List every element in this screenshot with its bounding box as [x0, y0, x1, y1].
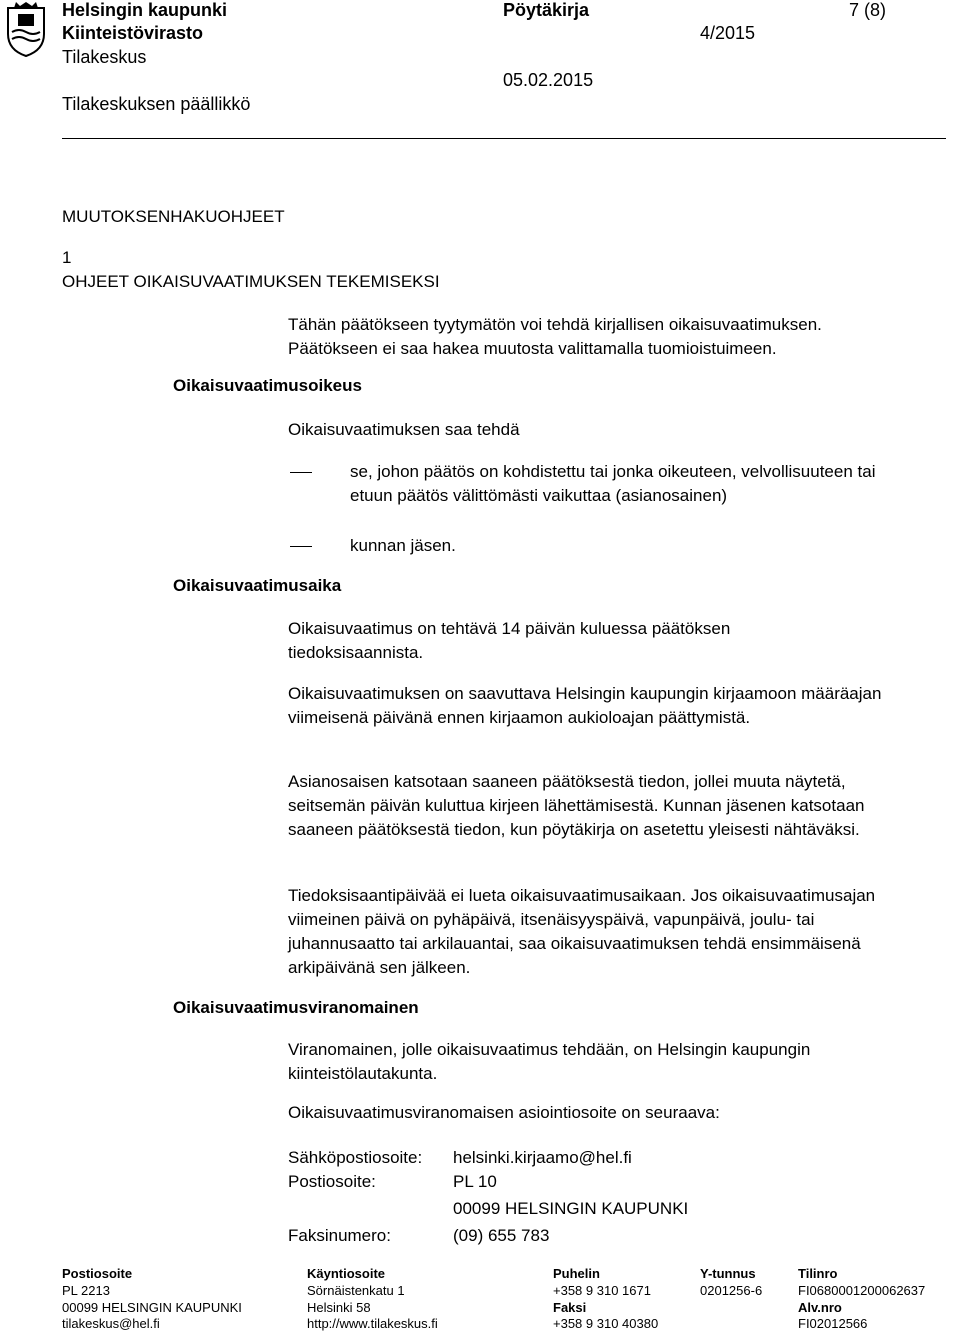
header-office: Kiinteistövirasto: [62, 23, 204, 43]
aika-paragraph-2: Oikaisuvaatimuksen on saavuttava Helsingin kaupungin kirjaamoon määräajan viimeisenä päivänä ennen kirjaamon aukioloajan päättymistä.: [288, 684, 882, 727]
heading-oikaisuvaatimusoikeus: Oikaisuvaatimusoikeus: [173, 376, 362, 395]
header-unit: Tilakeskus: [62, 47, 147, 67]
viranomainen-paragraph-2: Oikaisuvaatimusviranomaisen asiointiosoite on seuraava:: [288, 1103, 720, 1122]
fax-value: (09) 655 783: [453, 1226, 550, 1245]
header-page: 7 (8): [849, 0, 887, 20]
email-label: Sähköpostiosoite:: [288, 1148, 423, 1167]
footer-tilinro-label: Tilinro: [798, 1266, 838, 1281]
bullet-dash-2: [290, 546, 312, 547]
section-number: 1: [62, 248, 72, 267]
header-doc-type: Pöytäkirja: [503, 0, 590, 20]
footer-kayntiosoite-line-1: Sörnäistenkatu 1: [307, 1283, 405, 1298]
section-subtitle: OHJEET OIKAISUVAATIMUKSEN TEKEMISEKSI: [62, 272, 440, 291]
footer-email[interactable]: tilakeskus@hel.fi: [62, 1316, 160, 1331]
header-divider: [62, 138, 946, 139]
header-org: Helsingin kaupunki: [62, 0, 228, 20]
footer-website[interactable]: http://www.tilakeskus.fi: [307, 1316, 438, 1331]
oikeus-bullet-1: se, johon päätös on kohdistettu tai jonka oikeuteen, velvollisuuteen tai etuun päätös välittömästi vaikuttaa (asianosainen): [350, 462, 876, 505]
aika-paragraph-4: Tiedoksisaantipäivää ei lueta oikaisuvaatimusaikaan. Jos oikaisuvaatimusajan viimeinen päivä on pyhäpäivä, itsenäisyyspäivä, vapunpäivä, joulu- tai juhannusaatto tai arkilauantai, saa oikaisuvaatimuksen tehdä ensimmäisenä arkipäivänä sen jälkeen.: [288, 886, 876, 977]
footer-ytunnus-label: Y-tunnus: [700, 1266, 756, 1281]
viranomainen-paragraph-1: Viranomainen, jolle oikaisuvaatimus tehdään, on Helsingin kaupungin kiinteistölautakunta.: [288, 1040, 811, 1083]
footer-kayntiosoite-label: Käyntiosoite: [307, 1266, 386, 1281]
footer-faksi-value: +358 9 310 40380: [553, 1316, 659, 1331]
postal-line-2: 00099 HELSINGIN KAUPUNKI: [453, 1199, 689, 1218]
footer-faksi-label: Faksi: [553, 1300, 587, 1315]
bullet-dash-1: [290, 472, 312, 473]
footer-ytunnus-value: 0201256-6: [700, 1283, 763, 1298]
footer-alv-label: Alv.nro: [798, 1300, 842, 1315]
header-role: Tilakeskuksen päällikkö: [62, 94, 251, 114]
oikeus-lead: Oikaisuvaatimuksen saa tehdä: [288, 420, 520, 439]
intro-line-1: Tähän päätökseen tyytymätön voi tehdä kirjallisen oikaisuvaatimuksen.: [288, 315, 822, 334]
footer-tilinro-value: FI0680001200062637: [798, 1283, 926, 1298]
footer-postiosoite-line-2: 00099 HELSINGIN KAUPUNKI: [62, 1300, 242, 1315]
footer-puhelin-value: +358 9 310 1671: [553, 1283, 651, 1298]
heading-oikaisuvaatimusaika: Oikaisuvaatimusaika: [173, 576, 342, 595]
footer-postiosoite-line-1: PL 2213: [62, 1283, 110, 1298]
postal-label: Postiosoite:: [288, 1172, 376, 1191]
aika-paragraph-1: Oikaisuvaatimus on tehtävä 14 päivän kuluessa päätöksen tiedoksisaannista.: [288, 619, 731, 662]
footer-kayntiosoite-line-2: Helsinki 58: [307, 1300, 371, 1315]
footer-puhelin-label: Puhelin: [553, 1266, 600, 1281]
heading-oikaisuvaatimusviranomainen: Oikaisuvaatimusviranomainen: [173, 998, 419, 1017]
oikeus-bullet-2: kunnan jäsen.: [350, 536, 456, 555]
footer-postiosoite-label: Postiosoite: [62, 1266, 133, 1281]
intro-line-2: Päätökseen ei saa hakea muutosta valittamalla tuomioistuimeen.: [288, 339, 777, 358]
fax-label: Faksinumero:: [288, 1226, 391, 1245]
header-doc-number: 4/2015: [700, 23, 756, 43]
header-date: 05.02.2015: [503, 70, 594, 90]
postal-line-1: PL 10: [453, 1172, 497, 1191]
footer-alv-value: FI02012566: [798, 1316, 868, 1331]
section-title: MUUTOKSENHAKUOHJEET: [62, 207, 285, 226]
aika-paragraph-3: Asianosaisen katsotaan saaneen päätöksestä tiedon, jollei muuta näytetä, seitsemän päivän kuluttua kirjeen lähettämisestä. Kunnan jäsenen katsotaan saaneen päätöksestä tiedon, kun pöytäkirja on asetettu yleisesti nähtäväksi.: [288, 772, 865, 839]
email-value[interactable]: helsinki.kirjaamo@hel.fi: [453, 1148, 632, 1167]
helsinki-crest-logo: [4, 2, 48, 58]
